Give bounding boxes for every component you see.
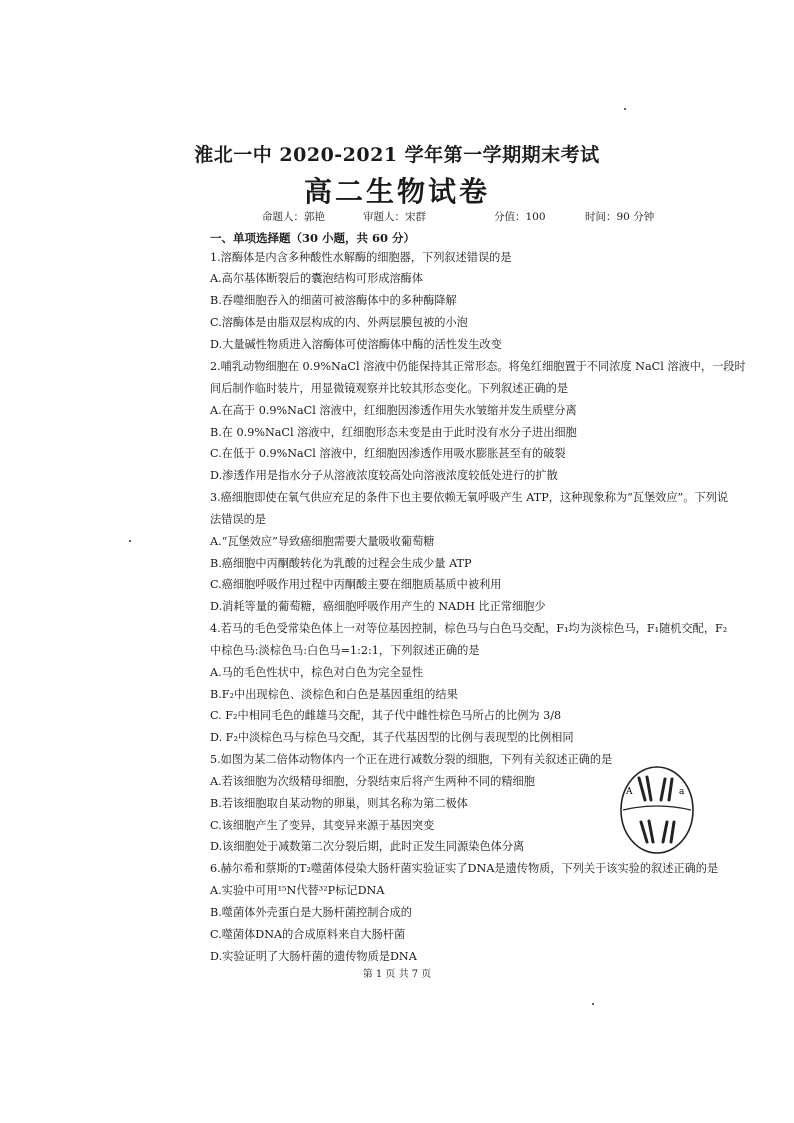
allele-label-a: a — [679, 787, 685, 797]
question-line: 3.癌细胞即使在氧气供应充足的条件下也主要依赖无氧呼吸产生 ATP，这种现象称为“瓦堡效应”。下列说 — [210, 491, 729, 504]
question-line: C. F₂中相同毛色的雌雄马交配，其子代中雌性棕色马所占的比例为 3/8 — [210, 709, 562, 722]
exam-subtitle: 高二生物试卷 — [303, 175, 490, 208]
question-line: B.吞噬细胞吞入的细菌可被溶酶体中的多种酶降解 — [210, 294, 457, 307]
question-line: C.溶酶体是由脂双层构成的内、外两层膜包被的小泡 — [210, 316, 468, 329]
setter-info: 命题人：郭艳 — [262, 211, 325, 223]
page-footer: 第 1 页 共 7 页 — [362, 969, 432, 980]
scan-speck — [624, 108, 626, 110]
question-line: A.“瓦堡效应”导致癌细胞需要大量吸收葡萄糖 — [210, 535, 435, 548]
reviewer-info: 审题人：宋群 — [363, 211, 426, 223]
question-line: 2.哺乳动物细胞在 0.9%NaCl 溶液中仍能保持其正常形态。将兔红细胞置于不同浓度 NaCl 溶液中，一段时 — [210, 360, 746, 373]
question-line: B.癌细胞中丙酮酸转化为乳酸的过程会生成少量 ATP — [210, 557, 472, 570]
question-line: A.实验中可用¹⁵N代替³²P标记DNA — [210, 884, 385, 897]
question-line: D.消耗等量的葡萄糖，癌细胞呼吸作用产生的 NADH 比正常细胞少 — [210, 600, 546, 613]
scan-speck — [129, 540, 131, 542]
question-line: C.在低于 0.9%NaCl 溶液中，红细胞因渗透作用吸水膨胀甚至有的破裂 — [210, 447, 566, 460]
question-line: C.该细胞产生了变异，其变异来源于基因突变 — [210, 819, 435, 832]
question-line: A.若该细胞为次级精母细胞，分裂结束后将产生两种不同的精细胞 — [210, 775, 535, 788]
score-info: 分值：100 — [494, 211, 546, 223]
time-info: 时间：90 分钟 — [585, 211, 655, 223]
question-line: A.高尔基体断裂后的囊泡结构可形成溶酶体 — [210, 272, 424, 285]
question-line: D.大量碱性物质进入溶酶体可使溶酶体中酶的活性发生改变 — [210, 338, 502, 351]
question-line: A.在高于 0.9%NaCl 溶液中，红细胞因渗透作用失水皱缩并发生质壁分离 — [210, 404, 577, 417]
question-line: D.实验证明了大肠杆菌的遗传物质是DNA — [210, 950, 417, 963]
question-line: 间后制作临时装片，用显微镜观察并比较其形态变化。下列叙述正确的是 — [210, 382, 569, 395]
question-line: C.噬菌体DNA的合成原料来自大肠杆菌 — [210, 928, 406, 941]
question-line: 5.如图为某二倍体动物体内一个正在进行减数分裂的细胞，下列有关叙述正确的是 — [210, 753, 613, 766]
question-line: B.噬菌体外壳蛋白是大肠杆菌控制合成的 — [210, 906, 412, 919]
question-line: 4.若马的毛色受常染色体上一对等位基因控制，棕色马与白色马交配，F₁均为淡棕色马，F₁随机交配，F₂ — [210, 622, 728, 635]
question-line: B.F₂中出现棕色、淡棕色和白色是基因重组的结果 — [210, 688, 458, 701]
question-line: D.该细胞处于减数第二次分裂后期，此时正发生同源染色体分离 — [210, 840, 525, 853]
question-line: C.癌细胞呼吸作用过程中丙酮酸主要在细胞质基质中被利用 — [210, 578, 502, 591]
question-line: 6.赫尔希和蔡斯的T₂噬菌体侵染大肠杆菌实验证实了DNA是遗传物质，下列关于该实验的叙述正确的是 — [210, 862, 719, 875]
exam-title: 淮北一中 2020-2021 学年第一学期期末考试 — [194, 144, 600, 166]
question-line: B.在 0.9%NaCl 溶液中，红细胞形态未变是由于此时没有水分子进出细胞 — [210, 426, 577, 439]
question-line: 1.溶酶体是内含多种酸性水解酶的细胞器，下列叙述错误的是 — [210, 251, 512, 264]
question-line: A.马的毛色性状中，棕色对白色为完全显性 — [210, 666, 424, 679]
question-line: D. F₂中淡棕色马与棕色马交配，其子代基因型的比例与表现型的比例相同 — [210, 731, 574, 744]
cell-division-figure — [617, 764, 697, 856]
question-line: D.渗透作用是指水分子从溶液浓度较高处向溶液浓度较低处进行的扩散 — [210, 469, 558, 482]
allele-label-A: A — [626, 787, 633, 797]
question-line: 中棕色马:淡棕色马:白色马=1:2:1，下列叙述正确的是 — [210, 644, 480, 657]
scan-speck — [592, 1003, 594, 1005]
question-line: B.若该细胞取自某动物的卵巢，则其名称为第二极体 — [210, 797, 468, 810]
question-line: 法错误的是 — [210, 513, 266, 526]
section-heading: 一、单项选择题（30 小题，共 60 分） — [210, 231, 416, 245]
